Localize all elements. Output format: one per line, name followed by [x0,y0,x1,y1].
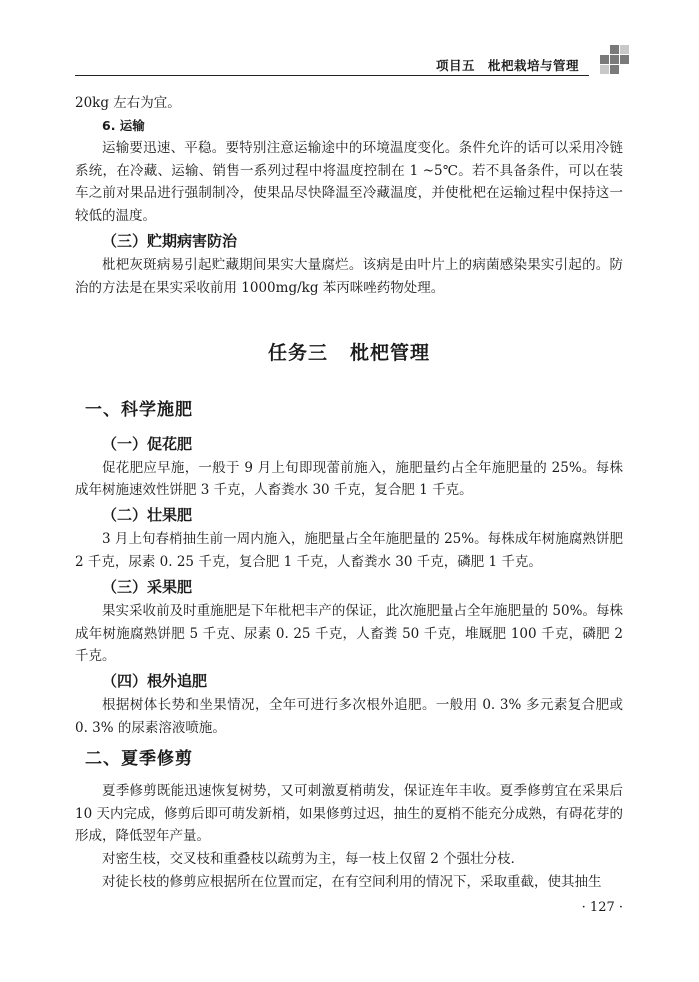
heading-harvest-fertilizer: （三）采果肥 [102,577,193,596]
heading-summer-pruning: 二、夏季修剪 [85,748,193,769]
heading-flower-fertilizer: （一）促花肥 [102,434,193,453]
heading-foliar-fertilizer: （四）根外追肥 [102,672,208,691]
paragraph-harvest-fertilizer: 果实采收前及时重施肥是下年枇杷丰产的保证，此次施肥量占全年施肥量的 50%。每株成年树施腐熟饼肥 5 千克、尿素 0. 25 千克，人畜粪 50 千克，堆厩肥 100 千克，磷肥 2 千克。 [75,602,623,665]
task-title [75,338,623,365]
paragraph-dense-branches: 对密生枝，交叉枝和重叠枝以疏剪为主，每一枝上仅留 2 个强壮分枝． [102,851,525,868]
paragraph-water-sprouts: 对徒长枝的修剪应根据所在位置而定，在有空间利用的情况下，采取重截，使其抽生 [102,873,602,890]
running-header-title: 项目五 枇杷栽培与管理 [435,58,579,73]
paragraph-transport: 运输要迅速、平稳。要特别注意运输途中的环境温度变化。条件允许的话可以采用冷链系统，在冷藏、运输、销售一系列过程中将温度控制在 1 ~5℃。若不具备条件，可以在装车之前对果品进行强制制冷，使果品尽快降温至冷藏温度，并使枇杷在运输过程中保持这一较低的温度。 [75,139,623,225]
heading-fruit-fertilizer: （二）壮果肥 [102,506,193,525]
paragraph-storage-disease: 枇杷灰斑病易引起贮藏期间果实大量腐烂。该病是由叶片上的病菌感染果实引起的。防治的方法是在果实采收前用 1000mg/kg 苯丙咪唑药物处理。 [75,256,623,296]
page-number: · 127 · [581,900,623,915]
corner-decoration [600,45,630,75]
task-number: 任务三 [267,341,328,364]
running-header [75,55,589,76]
paragraph-flower-fertilizer: 促花肥应早施，一般于 9 月上旬即现蕾前施入，施肥量约占全年施肥量的 25%。每株成年树施速效性饼肥 3 千克，人畜粪水 30 千克，复合肥 1 千克。 [75,459,623,499]
heading-fertilization: 一、科学施肥 [85,399,193,420]
task-name: 枇杷管理 [350,341,431,364]
paragraph-continuation: 20kg 左右为宜。 [75,95,181,111]
heading-transport: 6. 运输 [102,117,145,133]
page-body [75,92,623,894]
heading-storage-disease: （三）贮期病害防治 [102,231,238,250]
paragraph-fruit-fertilizer: 3 月上旬春梢抽生前一周内施入，施肥量占全年施肥量的 25%。每株成年树施腐熟饼肥 2 千克，尿素 0. 25 千克，复合肥 1 千克，人畜粪水 30 千克，磷肥 1 千克。 [75,531,623,570]
paragraph-summer-pruning: 夏季修剪既能迅速恢复树势，又可刺激夏梢萌发，保证连年丰收。夏季修剪宜在采果后 10 天内完成，修剪后即可萌发新梢，如果修剪过迟，抽生的夏梢不能充分成熟，有碍花芽的形成，降低翌年产量。 [75,782,623,845]
paragraph-foliar-fertilizer: 根据树体长势和坐果情况，全年可进行多次根外追肥。一般用 0. 3% 多元素复合肥或 0. 3% 的尿素溶液喷施。 [75,697,623,736]
